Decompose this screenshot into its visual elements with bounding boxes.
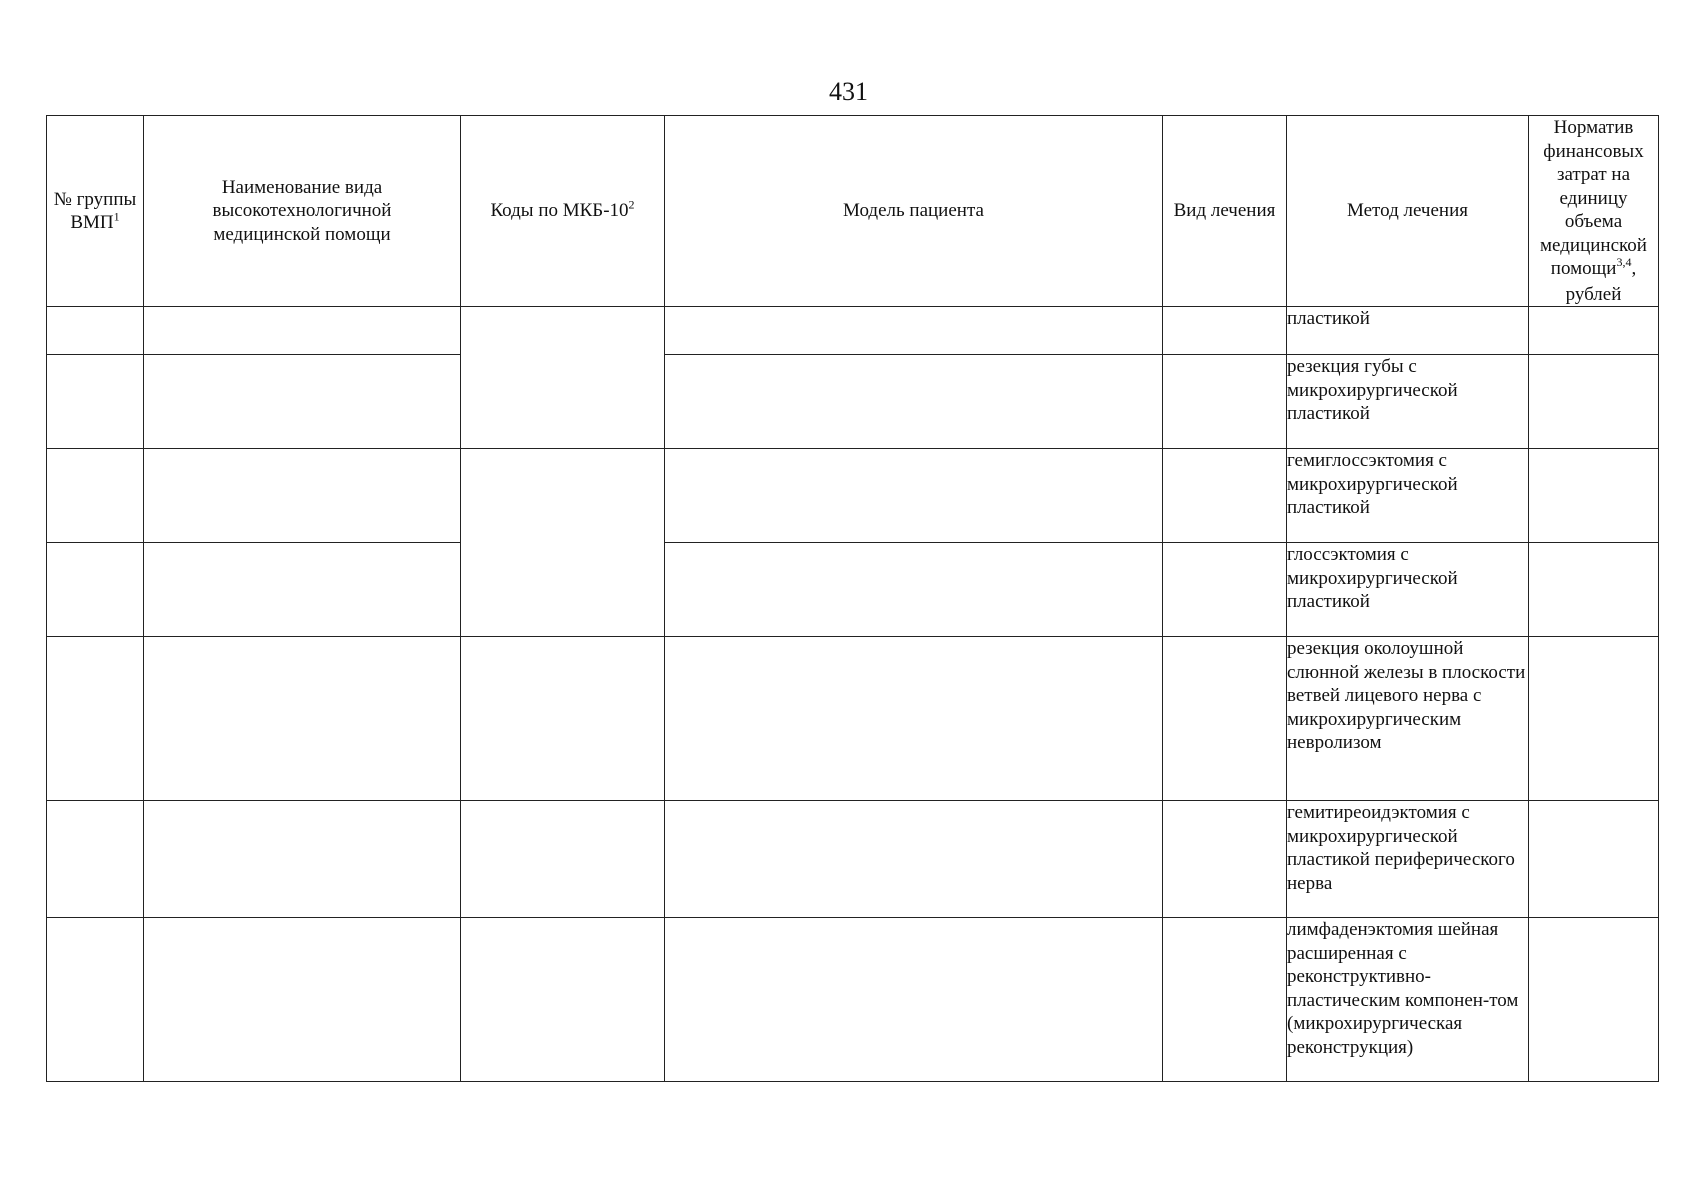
group-number-cell	[47, 307, 144, 355]
icd-codes-cell	[461, 307, 665, 449]
icd-codes-cell	[461, 449, 665, 637]
treatment-method-cell: лимфаденэктомия шейная расширенная с реконструктивно-пластическим компонен-том (микрохирургическая реконструкция)	[1287, 918, 1529, 1082]
group-number-cell	[47, 355, 144, 449]
table-row	[47, 801, 1659, 918]
group-number-cell	[47, 801, 144, 918]
care-type-name-cell	[144, 543, 461, 637]
patient-model-cell	[665, 918, 1163, 1082]
treatment-type-cell	[1163, 355, 1287, 449]
medical-care-table	[46, 115, 1659, 1082]
treatment-method-cell: гемитиреоидэктомия с микрохирургической пластикой периферического нерва	[1287, 801, 1529, 918]
patient-model-cell	[665, 355, 1163, 449]
treatment-method-cell: пластикой	[1287, 307, 1529, 355]
icd-codes-cell	[461, 801, 665, 918]
patient-model-cell	[665, 307, 1163, 355]
patient-model-cell	[665, 449, 1163, 543]
treatment-method-cell: резекция губы с микрохирургической пластикой	[1287, 355, 1529, 449]
table-row	[47, 637, 1659, 801]
header-financial-norm: Норматив финансовых затрат на единицу объема медицинской помощи$^{3,4}$, рублей	[1529, 116, 1659, 307]
care-type-name-cell	[144, 801, 461, 918]
header-care-type-name: Наименование вида высокотехнологичной медицинской помощи	[144, 116, 461, 307]
table-row	[47, 449, 1659, 543]
table-row	[47, 307, 1659, 355]
table-row	[47, 543, 1659, 637]
financial-norm-cell	[1529, 307, 1659, 355]
header-treatment-method: Метод лечения	[1287, 116, 1529, 307]
treatment-type-cell	[1163, 543, 1287, 637]
financial-norm-cell	[1529, 449, 1659, 543]
treatment-method-cell: резекция околоушной слюнной железы в плоскости ветвей лицевого нерва с микрохирургическим невролизом	[1287, 637, 1529, 801]
group-number-cell	[47, 449, 144, 543]
financial-norm-cell	[1529, 918, 1659, 1082]
treatment-type-cell	[1163, 307, 1287, 355]
treatment-type-cell	[1163, 637, 1287, 801]
header-group-number: № группы ВМП$^1$	[47, 116, 144, 307]
care-type-name-cell	[144, 307, 461, 355]
financial-norm-cell	[1529, 543, 1659, 637]
group-number-cell	[47, 637, 144, 801]
treatment-type-cell	[1163, 449, 1287, 543]
table-header-row	[47, 116, 1659, 307]
treatment-type-cell	[1163, 918, 1287, 1082]
care-type-name-cell	[144, 637, 461, 801]
header-icd-codes: Коды по МКБ-$10^2$	[461, 116, 665, 307]
care-type-name-cell	[144, 355, 461, 449]
group-number-cell	[47, 543, 144, 637]
treatment-method-cell: гемиглоссэктомия с микрохирургической пластикой	[1287, 449, 1529, 543]
financial-norm-cell	[1529, 355, 1659, 449]
group-number-cell	[47, 918, 144, 1082]
header-treatment-type: Вид лечения	[1163, 116, 1287, 307]
header-patient-model: Модель пациента	[665, 116, 1163, 307]
icd-codes-cell	[461, 637, 665, 801]
table-row	[47, 918, 1659, 1082]
patient-model-cell	[665, 801, 1163, 918]
treatment-type-cell	[1163, 801, 1287, 918]
financial-norm-cell	[1529, 801, 1659, 918]
care-type-name-cell	[144, 449, 461, 543]
patient-model-cell	[665, 637, 1163, 801]
icd-codes-cell	[461, 918, 665, 1082]
table-row	[47, 355, 1659, 449]
financial-norm-cell	[1529, 637, 1659, 801]
page-number: 431	[829, 77, 868, 106]
patient-model-cell	[665, 543, 1163, 637]
care-type-name-cell	[144, 918, 461, 1082]
treatment-method-cell: глоссэктомия с микрохирургической пластикой	[1287, 543, 1529, 637]
